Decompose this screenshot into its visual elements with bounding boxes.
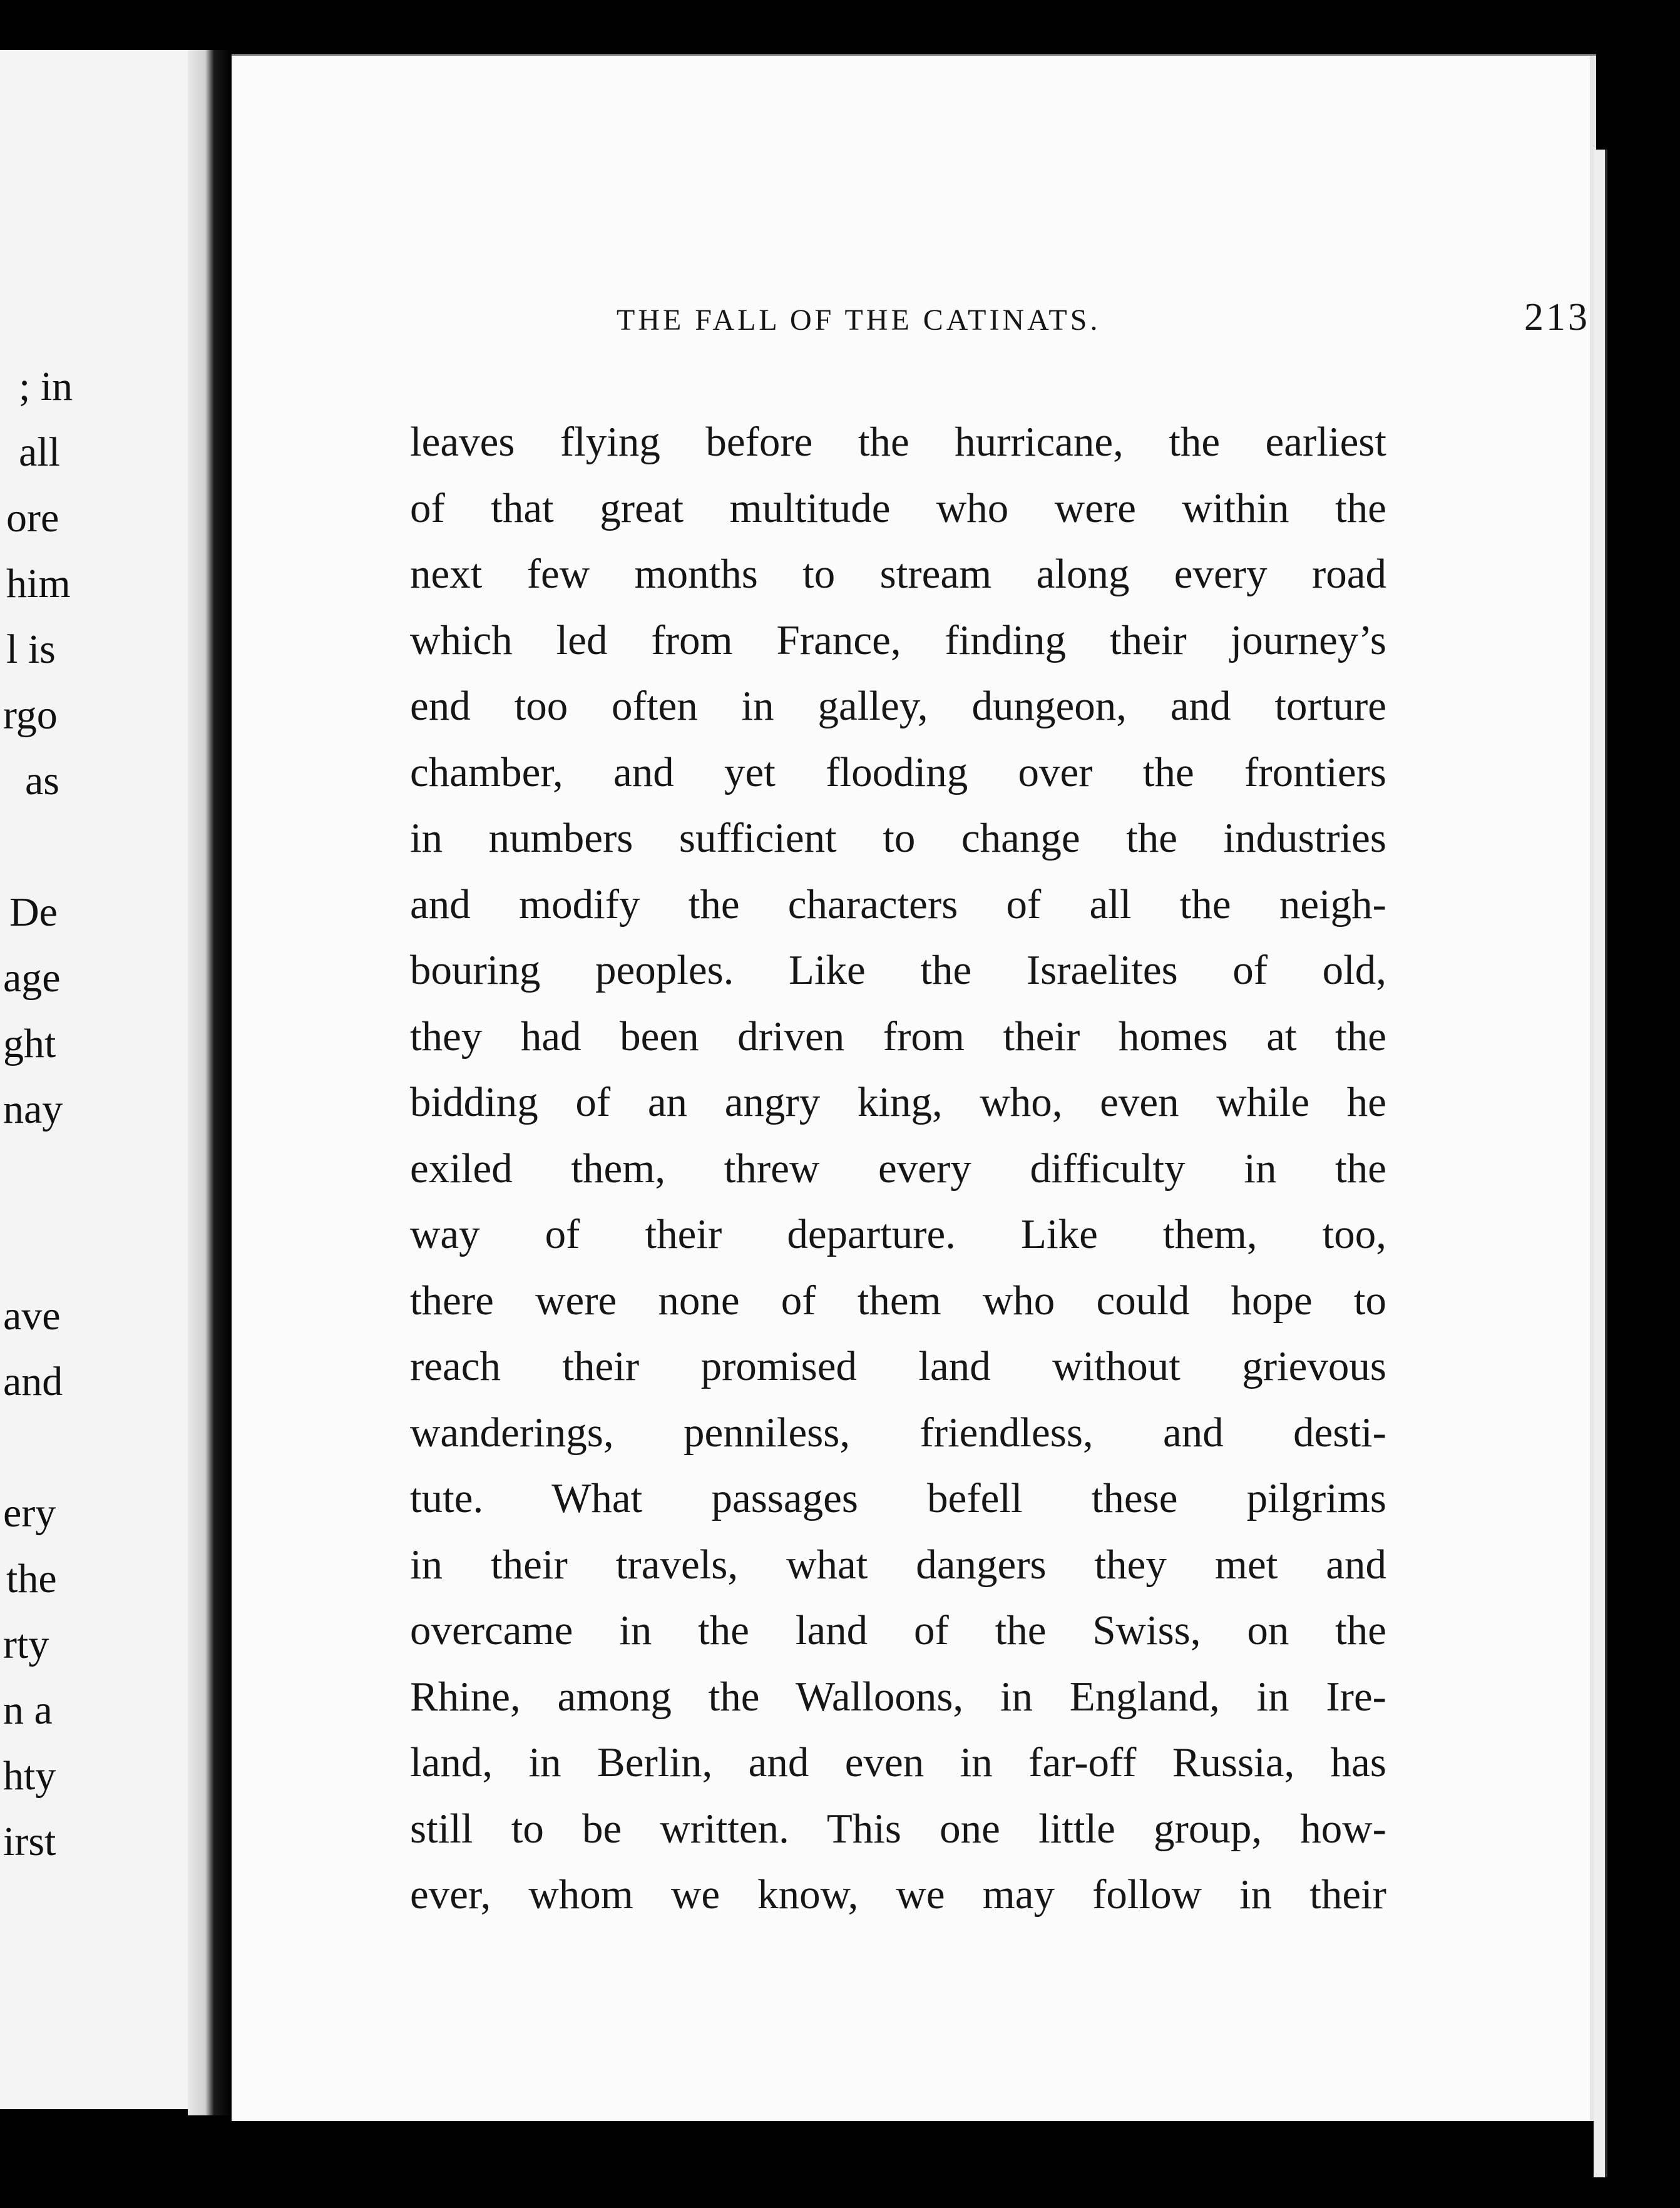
left-line-fragment: the <box>6 1556 57 1602</box>
text-line: next few months to stream along every road <box>410 551 1386 597</box>
text-line: overcame in the land of the Swiss, on the <box>410 1607 1386 1653</box>
text-line: bidding of an angry king, who, even while he <box>410 1079 1386 1125</box>
text-line: which led from France, finding their journey’s <box>410 616 1386 663</box>
text-line: in numbers sufficient to change the industries <box>410 815 1386 861</box>
left-line-fragment: ore <box>6 495 59 541</box>
left-line-fragment: ery <box>3 1490 56 1536</box>
left-line-fragment: l is <box>6 626 56 672</box>
text-line: land, in Berlin, and even in far-off Russia, has <box>410 1739 1386 1786</box>
previous-page-text <box>0 50 188 2109</box>
text-line: exiled them, threw every difficulty in the <box>410 1145 1386 1192</box>
previous-page <box>0 50 190 2109</box>
text-line: leaves flying before the hurricane, the earliest <box>410 419 1386 465</box>
text-line: wanderings, penniless, friendless, and desti- <box>410 1409 1386 1456</box>
text-line: ever, whom we know, we may follow in their <box>410 1871 1386 1918</box>
book-gutter <box>188 50 232 2115</box>
left-line-fragment: all <box>19 429 60 475</box>
text-line: there were none of them who could hope to <box>410 1277 1386 1324</box>
page-number: 213 <box>1524 296 1590 339</box>
text-line: way of their departure. Like them, too, <box>410 1211 1386 1257</box>
page-edge <box>1594 150 1607 2177</box>
left-line-fragment: ; in <box>19 364 73 409</box>
text-line: end too often in galley, dungeon, and torture <box>410 683 1386 729</box>
text-line: reach their promised land without grievous <box>410 1343 1386 1389</box>
left-line-fragment: n a <box>3 1687 53 1733</box>
left-line-fragment: nay <box>3 1086 63 1132</box>
left-line-fragment: hty <box>3 1753 56 1799</box>
text-line: chamber, and yet flooding over the frontiers <box>410 749 1386 795</box>
left-line-fragment: rty <box>3 1622 49 1667</box>
left-line-fragment: and <box>3 1359 63 1404</box>
left-line-fragment: ave <box>3 1293 61 1339</box>
left-line-fragment: De <box>9 889 58 935</box>
left-line-fragment: as <box>25 758 59 804</box>
text-line: bouring peoples. Like the Israelites of old, <box>410 947 1386 993</box>
left-line-fragment: rgo <box>3 692 58 738</box>
left-line-fragment: age <box>3 955 61 1001</box>
text-line: of that great multitude who were within the <box>410 484 1386 531</box>
body-text <box>410 409 1386 1928</box>
text-line: and modify the characters of all the neigh- <box>410 881 1386 928</box>
text-line: Rhine, among the Walloons, in England, in Ire- <box>410 1673 1386 1720</box>
text-line: they had been driven from their homes at the <box>410 1013 1386 1060</box>
text-line: tute. What passages befell these pilgrims <box>410 1475 1386 1521</box>
running-head <box>617 284 1590 340</box>
left-line-fragment: irst <box>3 1819 56 1864</box>
book-page <box>232 54 1596 2121</box>
left-line-fragment: ght <box>3 1021 56 1066</box>
running-head-title: THE FALL OF THE CATINATS. <box>617 304 1101 337</box>
text-line: still to be written. This one little group, how- <box>410 1805 1386 1852</box>
left-line-fragment: him <box>6 561 71 606</box>
text-line: in their travels, what dangers they met and <box>410 1541 1386 1588</box>
